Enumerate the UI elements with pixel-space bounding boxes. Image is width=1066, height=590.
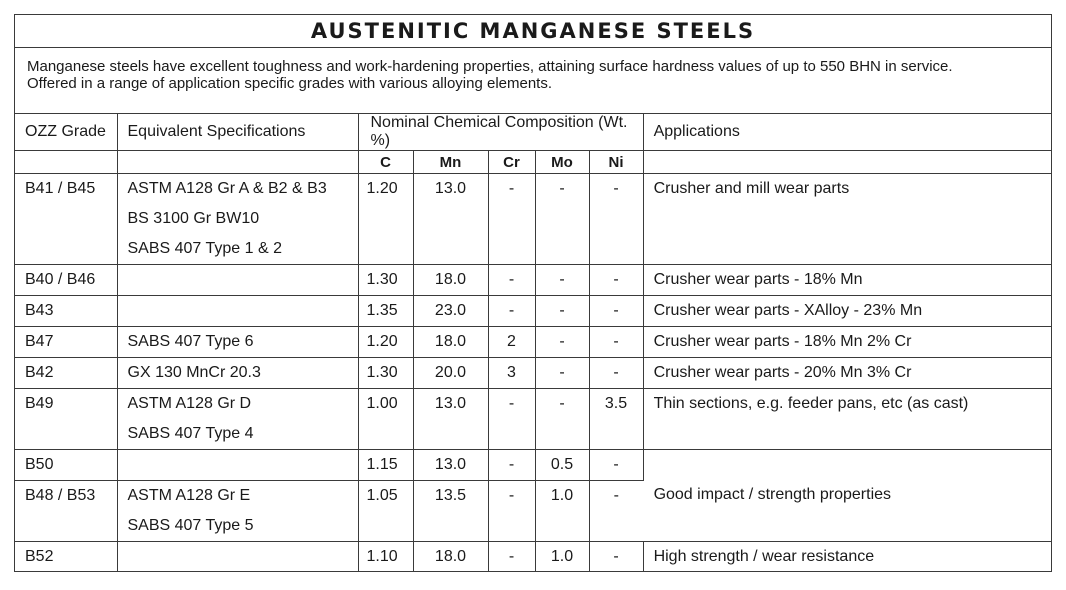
cr-value: - — [508, 271, 515, 288]
cr-value: - — [508, 395, 515, 412]
table-row — [15, 358, 1051, 389]
mn-value: 13.0 — [434, 395, 467, 412]
intro-line-2: Offered in a range of application specific grades with various alloying elements. — [27, 75, 553, 92]
ni-value: - — [613, 333, 619, 350]
table-row — [15, 296, 1051, 327]
c-value: 1.00 — [366, 395, 398, 412]
table-row — [15, 450, 1051, 481]
spec-cell: SABS 407 Type 1 & 2 — [127, 240, 282, 257]
application-cell: Crusher wear parts - XAlloy - 23% Mn — [653, 302, 923, 319]
mn-value: 23.0 — [434, 302, 467, 319]
mn-value: 18.0 — [434, 271, 467, 288]
spec-cell — [128, 296, 358, 326]
mo-value: - — [559, 302, 565, 319]
table-title: AUSTENITIC MANGANESE STEELS — [15, 15, 1051, 48]
table-row — [15, 174, 1051, 265]
intro-line-1: Manganese steels have excellent toughness and work-hardening properties, attaining surface hardness values of up to 550 BHN in service. — [27, 58, 953, 75]
subheader-c: C — [358, 151, 413, 174]
grade-cell: B42 — [25, 364, 54, 381]
table-row — [15, 265, 1051, 296]
cr-value: - — [508, 487, 515, 504]
spec-cell: ASTM A128 Gr D — [127, 395, 252, 412]
composition-table — [15, 114, 1051, 572]
grade-cell: B43 — [25, 302, 54, 319]
subheader-blank-app — [643, 151, 1051, 174]
application-cell: High strength / wear resistance — [653, 548, 875, 565]
spec-cell — [128, 542, 358, 572]
grade-cell: B47 — [25, 333, 54, 350]
table-row — [15, 542, 1051, 573]
subheader-blank-grade — [15, 151, 117, 174]
subheader-blank-spec — [117, 151, 358, 174]
grade-cell: B40 / B46 — [25, 271, 96, 288]
application-cell: Crusher wear parts - 20% Mn 3% Cr — [653, 364, 912, 381]
spec-cell: ASTM A128 Gr E — [127, 487, 251, 504]
spec-cell: ASTM A128 Gr A & B2 & B3 — [127, 180, 327, 197]
spec-cell — [128, 265, 358, 295]
mn-value: 13.0 — [434, 456, 467, 473]
c-value: 1.20 — [366, 180, 398, 197]
cr-value: - — [508, 302, 515, 319]
cr-value: - — [508, 180, 515, 197]
c-value: 1.35 — [366, 302, 398, 319]
cr-value: 2 — [507, 333, 516, 350]
grade-cell: B41 / B45 — [25, 180, 96, 197]
header-applications: Applications — [643, 114, 1051, 151]
table-row — [15, 389, 1051, 450]
c-value: 1.15 — [366, 456, 398, 473]
c-value: 1.30 — [366, 271, 398, 288]
subheader-mo: Mo — [535, 151, 589, 174]
ni-value: 3.5 — [604, 395, 628, 412]
steel-table-frame — [14, 14, 1052, 572]
table-row — [15, 327, 1051, 358]
mo-value: - — [559, 333, 565, 350]
spec-cell: SABS 407 Type 6 — [127, 333, 254, 350]
mo-value: 0.5 — [550, 456, 574, 473]
ni-value: - — [613, 487, 619, 504]
mn-value: 18.0 — [434, 548, 467, 565]
cr-value: 3 — [507, 364, 516, 381]
grade-cell: B52 — [25, 548, 54, 565]
subheader-ni: Ni — [589, 151, 643, 174]
spec-cell: BS 3100 Gr BW10 — [127, 210, 260, 227]
header-grade: OZZ Grade — [15, 114, 117, 151]
grade-cell: B48 / B53 — [25, 487, 96, 504]
subheader-mn: Mn — [413, 151, 488, 174]
mo-value: - — [559, 180, 565, 197]
c-value: 1.05 — [366, 487, 398, 504]
cr-value: - — [508, 456, 515, 473]
ni-value: - — [613, 180, 619, 197]
mn-value: 18.0 — [434, 333, 467, 350]
c-value: 1.30 — [366, 364, 398, 381]
mo-value: 1.0 — [550, 548, 574, 565]
intro-text — [15, 48, 1051, 114]
spec-cell: SABS 407 Type 4 — [127, 425, 254, 442]
ni-value: - — [613, 456, 619, 473]
spec-cell — [128, 450, 358, 480]
application-cell: Crusher wear parts - 18% Mn 2% Cr — [653, 333, 912, 350]
grade-cell: B49 — [25, 395, 54, 412]
application-cell: Crusher wear parts - 18% Mn — [653, 271, 863, 288]
c-value: 1.20 — [366, 333, 398, 350]
spec-cell: GX 130 MnCr 20.3 — [127, 364, 261, 381]
spec-cell: SABS 407 Type 5 — [127, 517, 254, 534]
c-value: 1.10 — [366, 548, 398, 565]
application-cell: Crusher and mill wear parts — [653, 180, 850, 197]
mn-value: 20.0 — [434, 364, 467, 381]
cr-value: - — [508, 548, 515, 565]
ni-value: - — [613, 302, 619, 319]
ni-value: - — [613, 364, 619, 381]
grade-cell: B50 — [25, 456, 54, 473]
application-cell: Thin sections, e.g. feeder pans, etc (as cast) — [653, 395, 969, 412]
ni-value: - — [613, 271, 619, 288]
subheader-cr: Cr — [488, 151, 535, 174]
header-spec: Equivalent Specifications — [117, 114, 358, 151]
mn-value: 13.5 — [434, 487, 467, 504]
header-composition: Nominal Chemical Composition (Wt. %) — [358, 114, 643, 151]
ni-value: - — [613, 548, 619, 565]
mo-value: 1.0 — [550, 487, 574, 504]
mo-value: - — [559, 364, 565, 381]
application-cell-merged: Good impact / strength properties — [653, 486, 892, 503]
mo-value: - — [559, 395, 565, 412]
mn-value: 13.0 — [434, 180, 467, 197]
mo-value: - — [559, 271, 565, 288]
